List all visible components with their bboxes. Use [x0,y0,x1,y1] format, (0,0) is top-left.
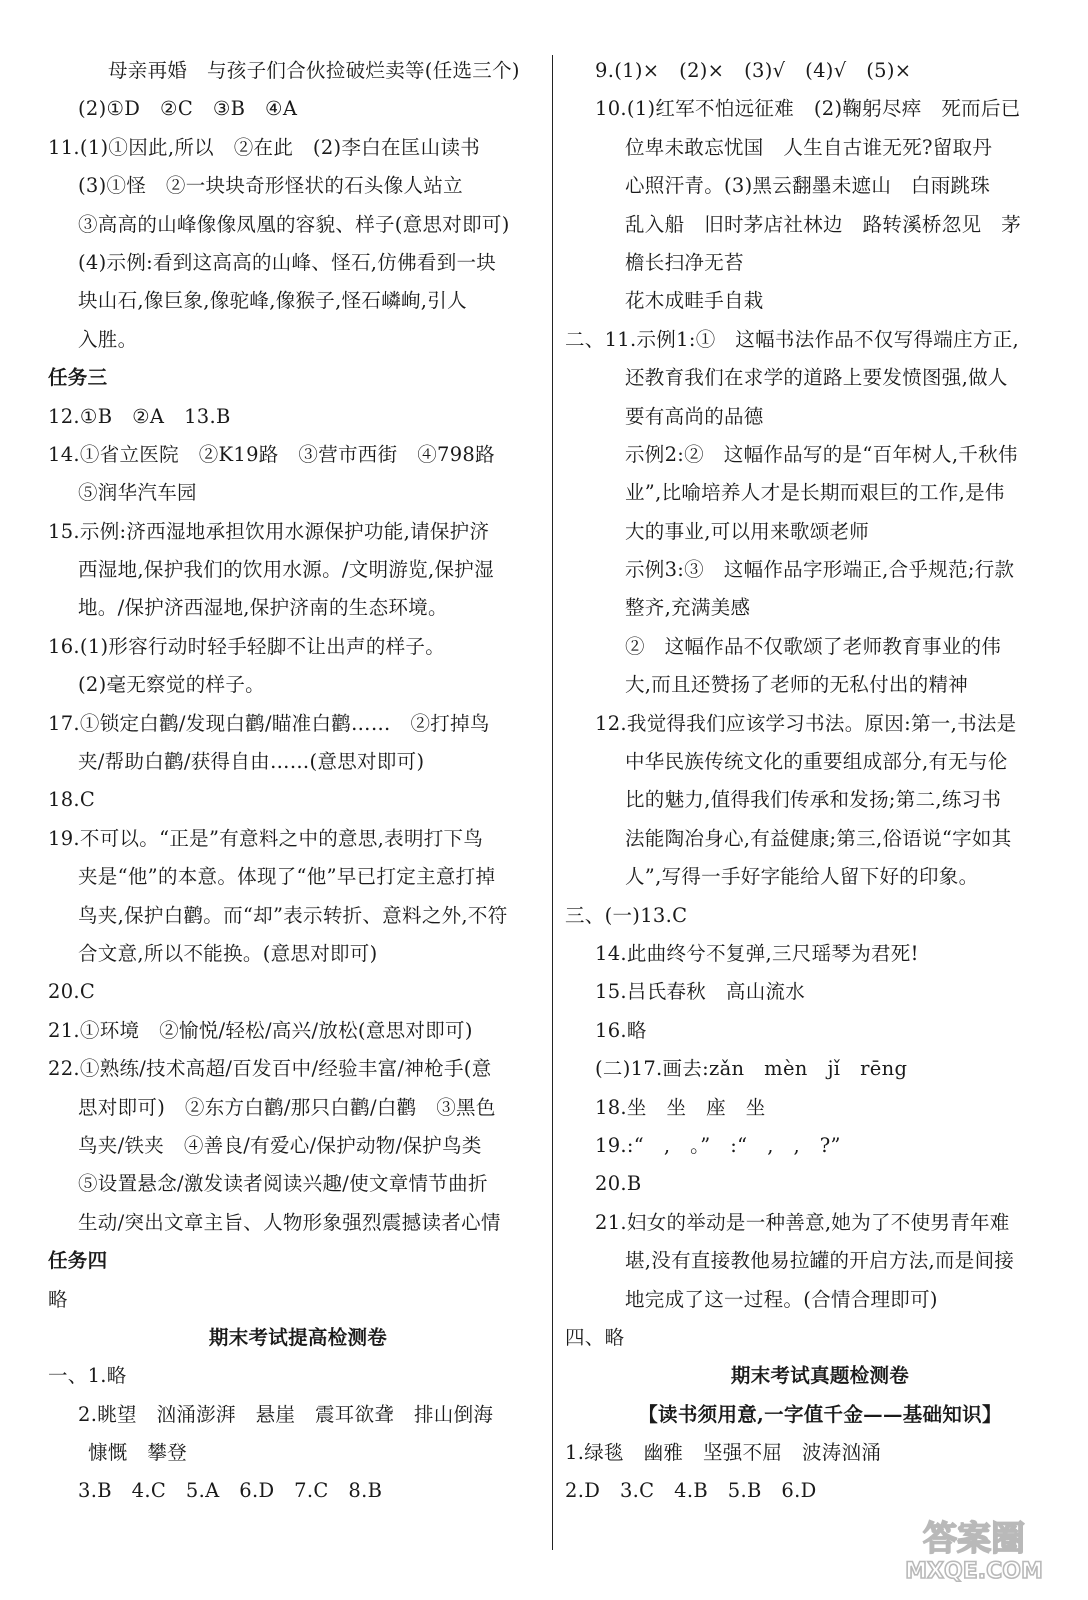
answer-line: 10.(1)红军不怕远征难 (2)鞠躬尽瘁 死而后已 [595,97,1021,121]
answer-line: ③高高的山峰像像凤凰的容貌、样子(意思对即可) [78,212,510,236]
answer-line: 16.略 [595,1018,647,1042]
answer-line: 思对即可) ②东方白鹳/那只白鹳/白鹳 ③黑色 [78,1095,496,1119]
left-column [48,52,548,1511]
answer-line: (2)①D ②C ③B ④A [78,97,298,121]
answer-line: 9.(1)× (2)× (3)√ (4)√ (5)× [595,59,912,82]
answer-line: 2.D 3.C 4.B 5.B 6.D [565,1479,817,1503]
answer-line: 14.①省立医院 ②K19路 ③营市西街 ④798路 [48,442,495,466]
answer-line: 示例2:② 这幅作品写的是“百年树人,千秋伟 [625,442,1018,466]
answer-line: ⑤设置悬念/激发读者阅读兴趣/使文章情节曲折 [78,1172,488,1196]
answer-line: 三、(一)13.C [565,903,688,927]
answer-line: 21.①环境 ②愉悦/轻松/高兴/放松(意思对即可) [48,1018,473,1042]
answer-line: 檐长扫净无苔 [625,250,744,274]
answer-line: 二、11.示例1:① 这幅书法作品不仅写得端庄方正, [565,327,1019,351]
answer-line: 18.C [48,788,96,812]
answer-line: 块山石,像巨象,像驼峰,像猴子,怪石嶙峋,引人 [78,289,467,313]
answer-line: 18.坐 坐 座 坐 [595,1095,766,1119]
answer-line: 15.示例:济西湿地承担饮用水源保护功能,请保护济 [48,519,490,543]
section-title: 期末考试真题检测卷 [730,1364,910,1388]
section-heading: 任务三 [48,366,108,390]
column-divider [552,55,553,1550]
answer-line: 21.妇女的举动是一种善意,她为了不使男青年难 [595,1210,1010,1234]
answer-line: 17.①锁定白鹳/发现白鹳/瞄准白鹳…… ②打掉鸟 [48,711,490,735]
answer-line: 20.B [595,1172,642,1196]
answer-line: 夹/帮助白鹳/获得自由……(意思对即可) [78,750,425,774]
answer-line: 19.不可以。“正是”有意料之中的意思,表明打下鸟 [48,826,484,850]
answer-line: (二)17.画去:zǎn mèn jǐ rēng [595,1057,908,1081]
answer-line: (2)毫无察觉的样子。 [78,673,265,697]
answer-line: 大,而且还赞扬了老师的无私付出的精神 [625,673,969,697]
answer-line: 中华民族传统文化的重要组成部分,有无与伦 [625,750,1008,774]
answer-line: 略 [48,1287,68,1311]
watermark-logo [884,1514,1064,1586]
right-column [565,52,1075,1511]
answer-line: 业”,比喻培养人才是长期而艰巨的工作,是伟 [625,481,1005,505]
answer-line: 慷慨 攀登 [88,1441,188,1465]
answer-line: 11.(1)①因此,所以 ②在此 (2)李白在匡山读书 [48,135,481,159]
watermark-line2: MXQE.COM [905,1559,1043,1584]
answer-line: 16.(1)形容行动时轻手轻脚不让出声的样子。 [48,634,446,658]
answer-line: 20.C [48,980,96,1004]
answer-line: 夹是“他”的本意。体现了“他”早已打定主意打掉 [78,865,496,889]
answer-line: 位卑未敢忘忧国 人生自古谁无死?留取丹 [625,135,993,159]
answer-line: 四、略 [565,1325,625,1349]
answer-line: (3)①怪 ②一块块奇形怪状的石头像人站立 [78,174,463,198]
answer-line: 22.①熟练/技术高超/百发百中/经验丰富/神枪手(意 [48,1057,492,1081]
answer-line: 花木成畦手自栽 [625,289,764,313]
answer-line: 地完成了这一过程。(合情合理即可) [625,1287,938,1311]
answer-line: 大的事业,可以用来歌颂老师 [625,519,870,543]
section-heading: 任务四 [48,1249,108,1273]
answer-line: 生动/突出文章主旨、人物形象强烈震撼读者心情 [78,1210,501,1234]
answer-line: 要有高尚的品德 [625,404,764,428]
answer-line: 14.此曲终兮不复弹,三尺瑶琴为君死! [595,941,919,965]
answer-line: 19.:“ , 。” :“ , , ?” [595,1133,841,1157]
answer-line: 母亲再婚 与孩子们合伙捡破烂卖等(任选三个) [108,59,520,82]
answer-line: 整齐,充满美感 [625,596,751,620]
answer-line: 鸟夹/铁夹 ④善良/有爱心/保护动物/保护鸟类 [78,1133,482,1157]
answer-line: 比的魅力,值得我们传承和发扬;第二,练习书 [625,788,1002,812]
answer-line: ② 这幅作品不仅歌颂了老师教育事业的伟 [625,634,1002,658]
answer-line: 1.绿毯 幽雅 坚强不屈 波涛汹涌 [565,1441,882,1465]
answer-line: 示例3:③ 这幅作品字形端正,合乎规范;行款 [625,558,1015,582]
answer-line: 入胜。 [78,327,138,351]
answer-line: 地。/保护济西湿地,保护济南的生态环境。 [78,596,448,620]
answer-line: 12.①B ②A 13.B [48,404,231,428]
section-title: 期末考试提高检测卷 [208,1325,388,1349]
watermark-line1: 答案圈 [923,1519,1025,1559]
answer-line: 12.我觉得我们应该学习书法。原因:第一,书法是 [595,711,1017,735]
answer-line: 3.B 4.C 5.A 6.D 7.C 8.B [78,1479,383,1503]
answer-line: 西湿地,保护我们的饮用水源。/文明游览,保护湿 [78,558,494,582]
answer-line: 还教育我们在求学的道路上要发愤图强,做人 [625,366,1008,390]
answer-line: ⑤润华汽车园 [78,481,197,505]
answer-line: 法能陶冶身心,有益健康;第三,俗语说“字如其 [625,826,1012,850]
answer-line: 乱入船 旧时茅店社林边 路转溪桥忽见 茅 [625,212,1022,236]
answer-line: 鸟夹,保护白鹳。而“却”表示转折、意料之外,不符 [78,903,508,927]
answer-line: 堪,没有直接教他易拉罐的开启方法,而是间接 [625,1249,1015,1273]
answer-line: 2.眺望 汹涌澎湃 悬崖 震耳欲聋 排山倒海 [78,1402,494,1426]
answer-line: 合文意,所以不能换。(意思对即可) [78,941,378,965]
answer-line: 15.吕氏春秋 高山流水 [595,980,806,1004]
answer-line: 人”,写得一手好字能给人留下好的印象。 [625,865,979,889]
section-title: 【读书须用意,一字值千金——基础知识】 [638,1402,1002,1426]
answer-line: 心照汗青。(3)黑云翻墨未遮山 白雨跳珠 [625,174,991,198]
answer-line: 一、1.略 [48,1364,127,1388]
answer-line: (4)示例:看到这高高的山峰、怪石,仿佛看到一块 [78,250,497,274]
